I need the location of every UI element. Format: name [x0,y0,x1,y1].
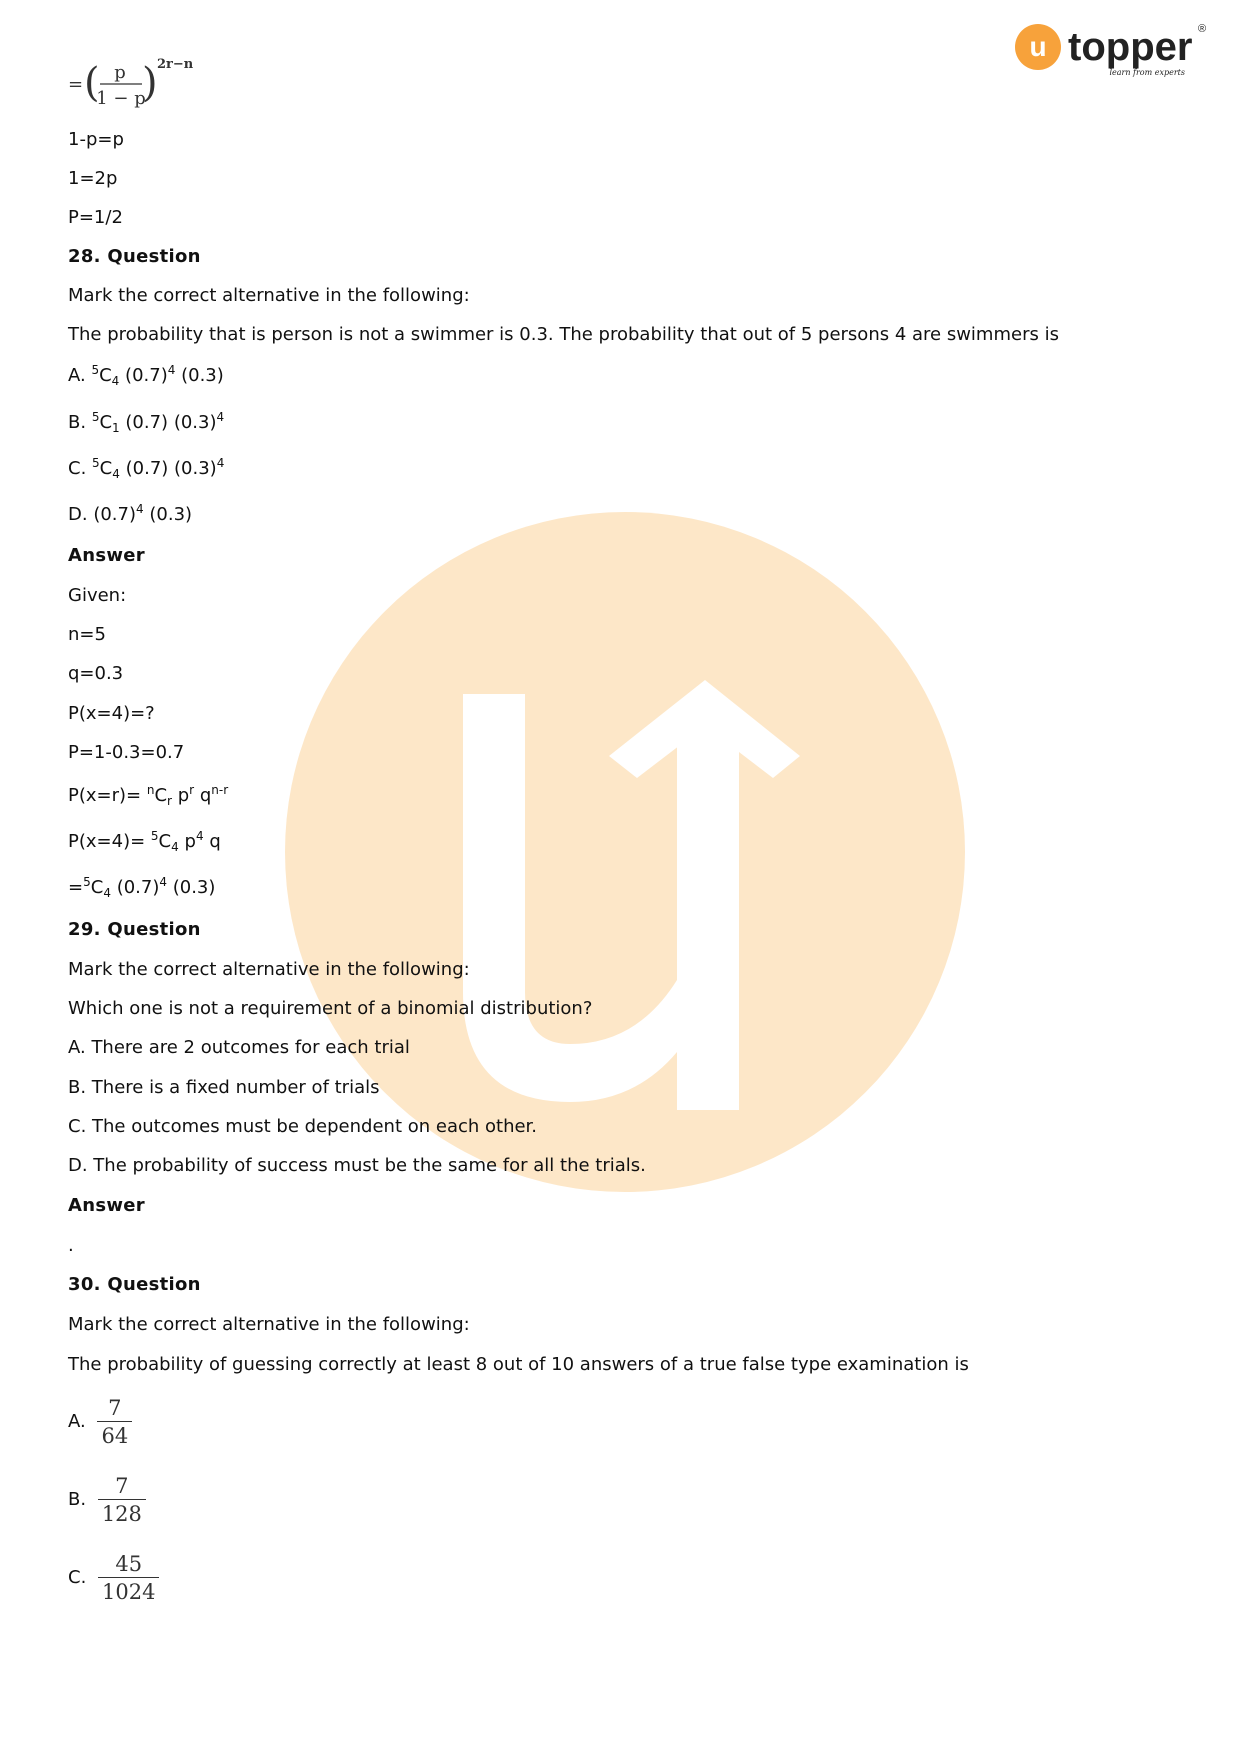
question-28-heading: 28. Question [68,246,201,267]
fraction: $\frac{7}{128}$ [98,1473,146,1528]
option-b: B. $\frac{7}{128}$ [68,1470,146,1530]
text-line: 1-p=p [68,129,124,150]
question-30-prompt: Mark the correct alternative in the following: [68,1314,470,1335]
option-d: D. The probability of success must be the same for all the trials. [68,1155,646,1176]
option-a: A. There are 2 outcomes for each trial [68,1037,410,1058]
formula-p-ratio [68,54,208,114]
watermark-logo [285,512,965,1192]
question-29-text: Which one is not a requirement of a binomial distribution? [68,998,593,1019]
text-line: P(x=4)=? [68,703,155,724]
topper-logo [1015,20,1215,84]
svg-text:=: = [68,74,84,95]
text-line: 1=2p [68,168,118,189]
text-line: Given: [68,585,127,606]
svg-text:2r−n: 2r−n [157,57,194,72]
question-28-prompt: Mark the correct alternative in the following: [68,285,470,306]
fraction: $\frac{45}{1024}$ [98,1551,159,1606]
svg-text:topper: topper [1068,25,1193,69]
question-28-text: The probability that is person is not a swimmer is 0.3. The probability that out of 5 persons 4 are swimmers is [68,324,1059,345]
svg-text:(: ( [84,60,100,106]
question-30-heading: 30. Question [68,1274,201,1295]
svg-text:1 − p: 1 − p [96,88,146,109]
option-c: C. The outcomes must be dependent on each other. [68,1116,538,1137]
fraction: $\frac{7}{64}$ [97,1395,132,1450]
option-a: A. $\frac{7}{64}$ [68,1392,132,1452]
question-29-heading: 29. Question [68,919,201,940]
option-b: B. There is a fixed number of trials [68,1077,380,1098]
binomial-formula: $P(x=r)= ^nC_r$ $p^r$ $q^{n-r}$ [68,783,229,808]
answer-heading: Answer [68,1195,145,1216]
text-line: P=1/2 [68,207,123,228]
svg-text:p: p [114,62,126,83]
svg-text:u: u [1029,31,1047,62]
text-line: n=5 [68,624,106,645]
answer-text: . [68,1235,74,1256]
question-30-text: The probability of guessing correctly at least 8 out of 10 answers of a true false type examination is [68,1354,969,1375]
option-a: A. $^5C_4$ $(0.7)^4$ (0.3) [68,363,224,388]
option-c: C. $^5C_4$ (0.7) $(0.3)^4$ [68,456,225,481]
option-b: B. $^5C_1$ (0.7) $(0.3)^4$ [68,410,225,435]
svg-text:): ) [142,60,158,106]
question-29-prompt: Mark the correct alternative in the following: [68,959,470,980]
answer-heading: Answer [68,545,145,566]
option-d: D. $(0.7)^4$ (0.3) [68,502,193,525]
svg-text:®: ® [1198,23,1207,35]
binomial-result: $=^5C_4$ $(0.7)^4$ (0.3) [68,875,216,900]
svg-text:learn from experts: learn from experts [1109,68,1185,77]
binomial-formula-substituted: $P(x=4)= ^5C_4$ $p^4$ q [68,829,221,854]
text-line: q=0.3 [68,663,124,684]
text-line: P=1-0.3=0.7 [68,742,185,763]
option-c: C. $\frac{45}{1024}$ [68,1548,159,1608]
